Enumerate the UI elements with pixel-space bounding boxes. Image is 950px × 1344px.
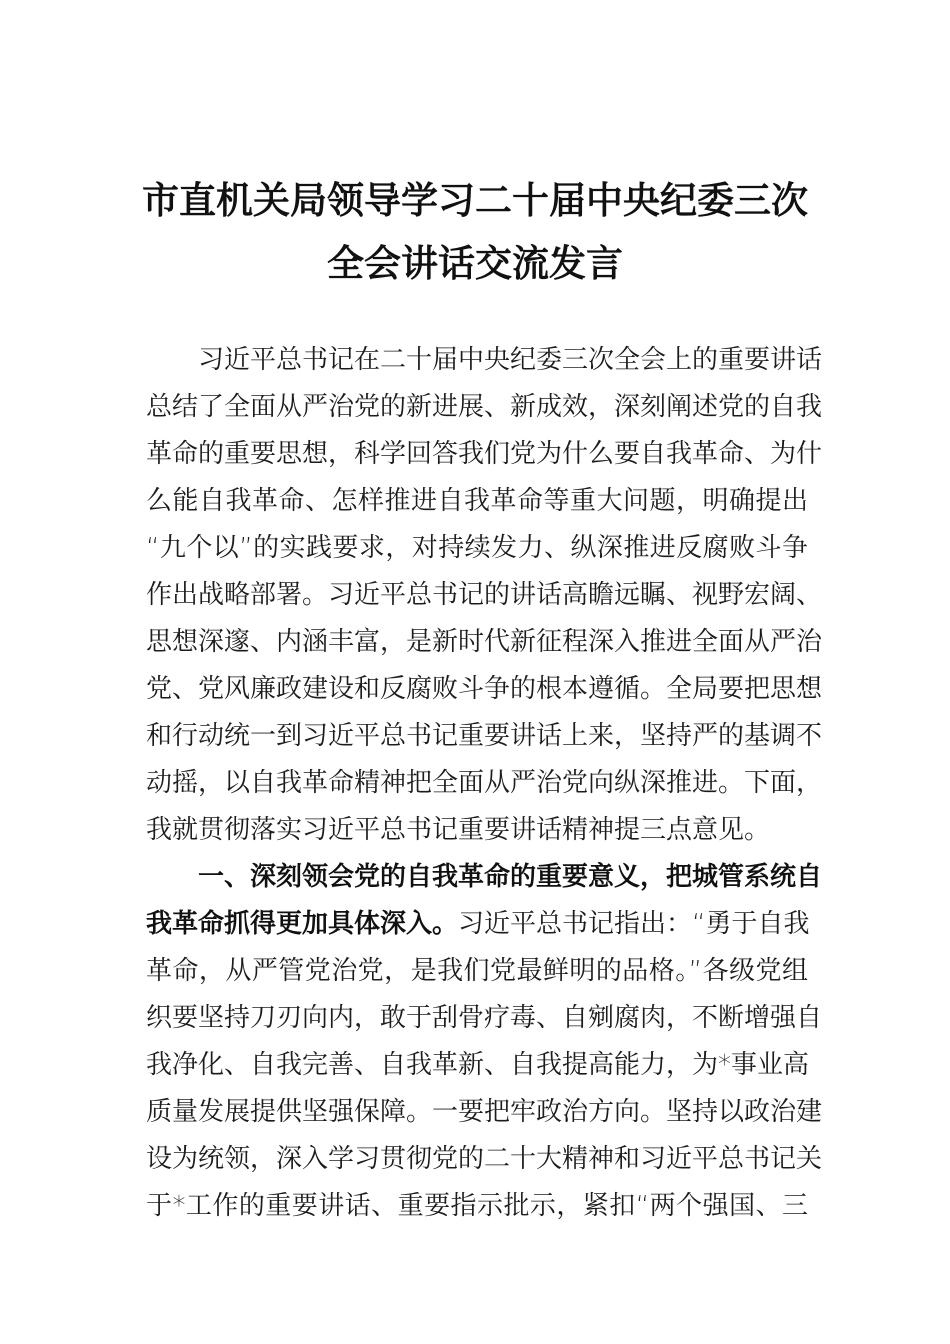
paragraph-line: 总结了全面从严治党的新进展、新成效，深刻阐述党的自我 [146,392,823,422]
paragraph-line: 习近平总书记在二十届中央纪委三次全会上的重要讲话 [198,345,823,375]
paragraph-line: 作出战略部署。习近平总书记的讲话高瞻远瞩、视野宏阔、 [146,580,823,610]
document-title-line-1: 市直机关局领导学习二十届中央纪委三次 [142,178,808,222]
paragraph-line: 思想深邃、内涵丰富，是新时代新征程深入推进全面从严治 [146,627,823,657]
paragraph-line: 我就贯彻落实习近平总书记重要讲话精神提三点意见。 [146,815,771,845]
paragraph-line: 党、党风廉政建设和反腐败斗争的根本遵循。全局要把思想 [146,674,823,704]
paragraph-line: 革命的重要思想，科学回答我们党为什么要自我革命、为什 [146,439,823,469]
paragraph-line: 革命，从严管党治党，是我们党最鲜明的品格。”各级党组 [146,956,808,986]
paragraph-line: 动摇，以自我革命精神把全面从严治党向纵深推进。下面， [146,768,823,798]
paragraph-line: 我净化、自我完善、自我革新、自我提高能力，为*事业高 [146,1050,810,1080]
paragraph-line: 于*工作的重要讲话、重要指示批示，紧扣“两个强国、三 [146,1191,808,1221]
paragraph-line: “九个以”的实践要求，对持续发力、纵深推进反腐败斗争 [146,533,808,563]
paragraph-line: 质量发展提供坚强保障。一要把牢政治方向。坚持以政治建 [146,1097,823,1127]
document-title-line-2: 全会讲话交流发言 [327,241,623,285]
paragraph-line: 设为统领，深入学习贯彻党的二十大精神和习近平总书记关 [146,1144,823,1174]
paragraph-line: 织要坚持刀刃向内，敢于刮骨疗毒、自剜腐肉，不断增强自 [146,1003,823,1033]
paragraph-line: 和行动统一到习近平总书记重要讲话上来，坚持严的基调不 [146,721,823,751]
section-heading-line-2 [146,904,808,944]
section-body-text: 习近平总书记指出：“勇于自我 [458,909,810,939]
section-heading-line-1: 一、深刻领会党的自我革命的重要意义，把城管系统自 [198,862,823,892]
paragraph-line: 么能自我革命、怎样推进自我革命等重大问题，明确提出 [146,486,808,516]
section-heading-bold-text: 我革命抓得更加具体深入。 [146,909,459,939]
